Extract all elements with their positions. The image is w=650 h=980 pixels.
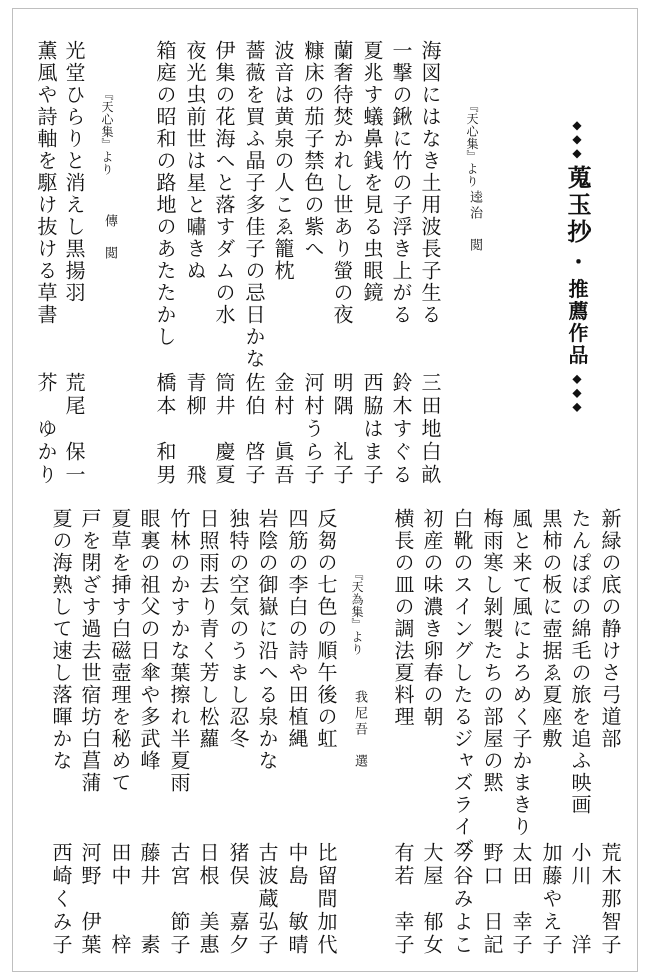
haiku-verse: 蘭奢待焚かれし世あり螢の夜 bbox=[330, 40, 354, 326]
haiku-author: 青柳 飛 bbox=[183, 372, 207, 487]
selector-label: 逵治 閲 bbox=[467, 190, 482, 254]
haiku-verse: 糠床の茄子禁色の紫へ bbox=[301, 40, 325, 260]
haiku-author: 西崎くみ子 bbox=[49, 842, 73, 957]
haiku-author: 田中 梓 bbox=[108, 842, 132, 957]
haiku-author: 太田 幸子 bbox=[509, 842, 533, 957]
haiku-author: 加藤やえ子 bbox=[539, 842, 563, 957]
haiku-verse: 岩陰の御嶽に沿へる泉かな bbox=[255, 508, 279, 772]
haiku-author: 鈴木すぐる bbox=[389, 372, 413, 487]
haiku-verse: 新緑の底の静けさ弓道部 bbox=[598, 508, 622, 750]
title-ornament-bottom: ◆◆◆ bbox=[570, 371, 584, 414]
haiku-author: 野口 日記 bbox=[480, 842, 504, 957]
haiku-author: 猪俣 嘉夕 bbox=[226, 842, 250, 957]
haiku-verse: 戸を閉ざす過去世宿坊白菖蒲 bbox=[78, 508, 102, 794]
haiku-verse: たんぽぽの綿毛の旅を追ふ映画 bbox=[568, 508, 592, 816]
haiku-verse: 竹林のかすかな葉擦れ半夏雨 bbox=[167, 508, 191, 794]
haiku-author: 荒木那智子 bbox=[598, 842, 622, 957]
haiku-verse: 夏兆す蟻鼻銭を見る虫眼鏡 bbox=[360, 40, 384, 304]
selector-label: 傳 閲 bbox=[102, 214, 117, 262]
haiku-verse: 反芻の七色の順午後の虹 bbox=[314, 508, 338, 750]
haiku-verse: 光堂ひらりと消えし黒揚羽 bbox=[62, 40, 86, 304]
haiku-author: 古宮 節子 bbox=[167, 842, 191, 957]
haiku-verse: 薫風や詩軸を駆け抜ける草書 bbox=[34, 40, 58, 326]
haiku-verse: 海図にはなき土用波長子生る bbox=[418, 40, 442, 326]
haiku-verse: 四筋の李白の詩や田植縄 bbox=[285, 508, 309, 750]
title-ornament-top: ◆◆◆ bbox=[570, 118, 584, 160]
haiku-author: 小川 洋 bbox=[568, 842, 592, 957]
selector-label: 我尼吾 選 bbox=[352, 690, 367, 770]
haiku-verse: 夏の海熟して速し落暉かな bbox=[49, 508, 73, 772]
haiku-author: 日根 美惠 bbox=[196, 842, 220, 957]
source-label: 『天心集』より bbox=[465, 100, 479, 188]
haiku-verse: 夏草を挿す白磁壺理を秘めて bbox=[108, 508, 132, 794]
haiku-verse: 一撃の鍬に竹の子浮き上がる bbox=[389, 40, 413, 326]
haiku-author: 河村うら子 bbox=[301, 372, 325, 487]
haiku-verse: 眼裏の祖父の日傘や多武峰 bbox=[137, 508, 161, 772]
haiku-author: 藤井 素 bbox=[137, 842, 161, 957]
haiku-verse: 黒柿の板に壺据ゑ夏座敷 bbox=[539, 508, 563, 750]
haiku-author: 有若 幸子 bbox=[391, 842, 415, 957]
haiku-verse: 独特の空気のうまし忍冬 bbox=[226, 508, 250, 750]
source-label: 『天為集』より bbox=[350, 568, 364, 656]
haiku-verse: 初産の味濃き卵春の朝 bbox=[420, 508, 444, 728]
haiku-verse: 波音は黄泉の人こゑ籠枕 bbox=[271, 40, 295, 282]
haiku-author: 河野 伊葉 bbox=[78, 842, 102, 957]
haiku-author: 筒井 慶夏 bbox=[212, 372, 236, 487]
haiku-author: 芥 ゆかり bbox=[34, 372, 58, 487]
title-separator: ・ bbox=[565, 251, 589, 274]
haiku-verse: 夜光虫前世は星と嘯きぬ bbox=[183, 40, 207, 282]
title-main: 蒐玉抄 bbox=[563, 165, 592, 247]
haiku-author: 古波蔵弘子 bbox=[255, 842, 279, 957]
source-label: 『天心集』より bbox=[100, 88, 114, 176]
page-title bbox=[553, 118, 592, 414]
haiku-author: 西脇はま子 bbox=[360, 372, 384, 487]
haiku-author: 大屋 郁女 bbox=[420, 842, 444, 957]
haiku-author: 佐伯 啓子 bbox=[242, 372, 266, 487]
haiku-author: 橋本 和男 bbox=[153, 372, 177, 487]
haiku-author: 荒尾 保一 bbox=[62, 372, 86, 487]
haiku-verse: 薔薇を買ふ晶子多佳子の忌日かな bbox=[242, 40, 266, 370]
haiku-author: 中島 敏晴 bbox=[285, 842, 309, 957]
haiku-author: 比留間加代 bbox=[314, 842, 338, 957]
haiku-verse: 伊集の花海へと落すダムの水 bbox=[212, 40, 236, 326]
haiku-verse: 梅雨寒し剝製たちの部屋の黙 bbox=[480, 508, 504, 794]
haiku-author: 今谷みよこ bbox=[450, 842, 474, 957]
haiku-verse: 白靴のスイングしたるジャズライブ bbox=[450, 508, 474, 860]
haiku-verse: 箱庭の昭和の路地のあたたかし bbox=[153, 40, 177, 348]
haiku-verse: 日照雨去り青く芳し松蘿 bbox=[196, 508, 220, 750]
haiku-author: 金村 眞吾 bbox=[271, 372, 295, 487]
haiku-verse: 風と来て風によろめく子かまきり bbox=[509, 508, 533, 838]
haiku-verse: 横長の皿の調法夏料理 bbox=[391, 508, 415, 728]
haiku-author: 三田地白畝 bbox=[418, 372, 442, 487]
haiku-author: 明隅 礼子 bbox=[330, 372, 354, 487]
title-sub: 推薦作品 bbox=[565, 278, 589, 367]
